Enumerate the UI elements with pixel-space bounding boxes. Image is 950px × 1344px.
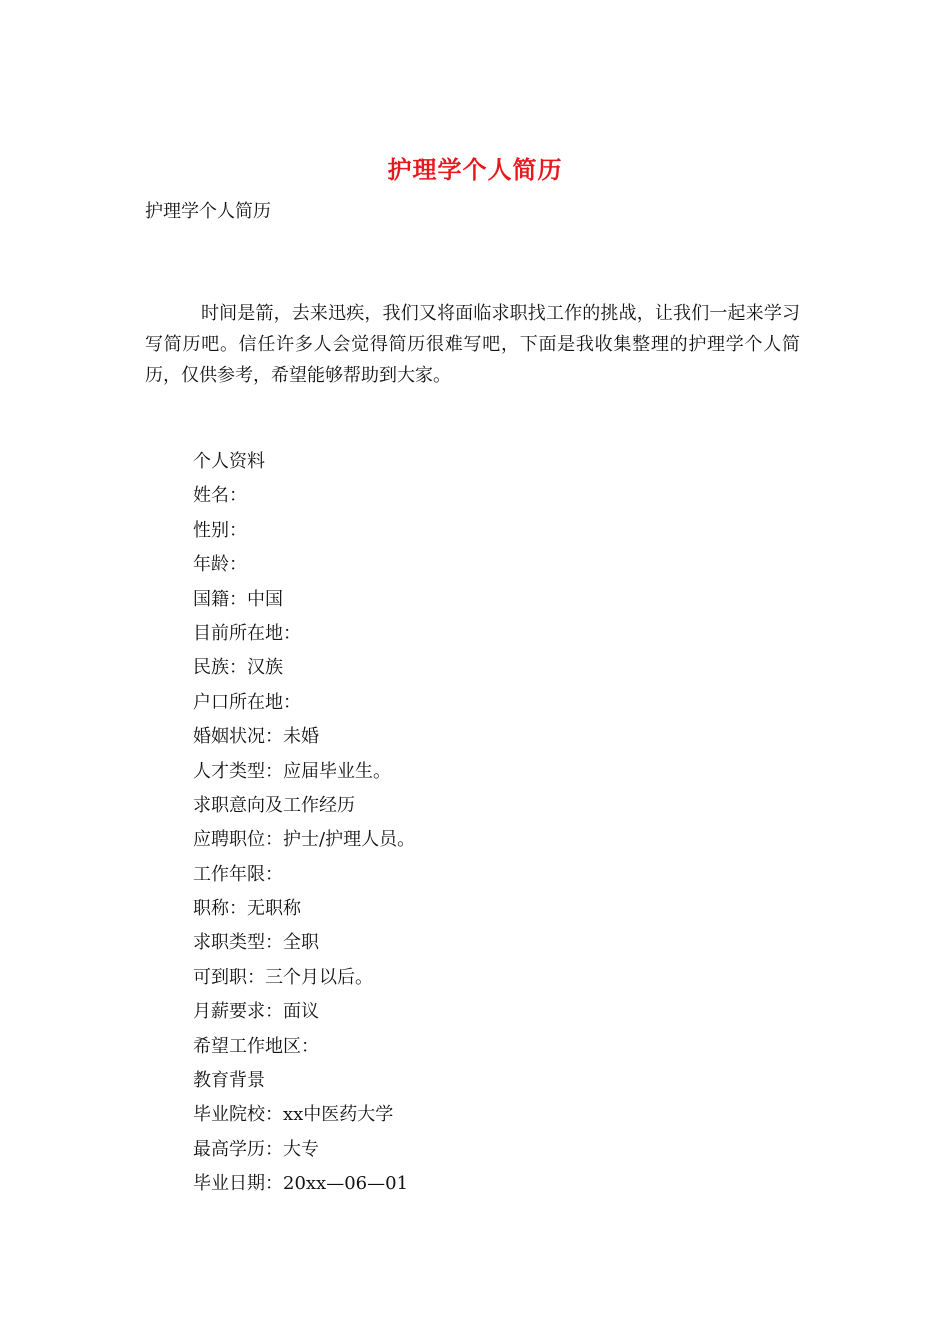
resume-line: 求职意向及工作经历 (193, 794, 355, 816)
document-title: 护理学个人简历 (387, 155, 563, 184)
resume-lines (193, 445, 415, 1202)
resume-line: 姓名： (193, 485, 247, 507)
resume-line: 最高学历：大专 (193, 1138, 319, 1160)
resume-line: 应聘职位：护士/护理人员。 (193, 829, 416, 851)
resume-line: 毕业院校：xx中医药大学 (193, 1104, 394, 1126)
resume-line: 人才类型：应届毕业生。 (193, 760, 391, 782)
resume-line: 工作年限： (193, 863, 283, 885)
resume-line: 目前所在地： (193, 622, 301, 644)
resume-line: 毕业日期：20xx—06—01 (193, 1173, 409, 1195)
resume-line: 职称：无职称 (193, 898, 301, 920)
resume-line: 性别： (193, 519, 247, 541)
resume-line: 求职类型：全职 (193, 932, 319, 954)
resume-line: 婚姻状况：未婚 (193, 726, 319, 748)
resume-line: 民族：汉族 (193, 657, 283, 679)
document-subtitle: 护理学个人简历 (145, 201, 271, 222)
resume-line: 户口所在地： (193, 691, 301, 713)
resume-line: 国籍：中国 (193, 588, 283, 610)
resume-line: 教育背景 (193, 1070, 265, 1092)
resume-line: 年龄： (193, 554, 247, 576)
resume-line: 个人资料 (193, 451, 265, 472)
intro-paragraph: 时间是箭，去来迅疾，我们又将面临求职找工作的挑战，让我们一起来学习写简历吧。信任许多人会觉得简历很难写吧，下面是我收集整理的护理学个人简历，仅供参考，希望能够帮助到大家。 (145, 303, 800, 386)
resume-line: 月薪要求：面议 (193, 1001, 319, 1023)
resume-line: 可到职：三个月以后。 (193, 966, 373, 988)
resume-line: 希望工作地区： (193, 1035, 319, 1057)
